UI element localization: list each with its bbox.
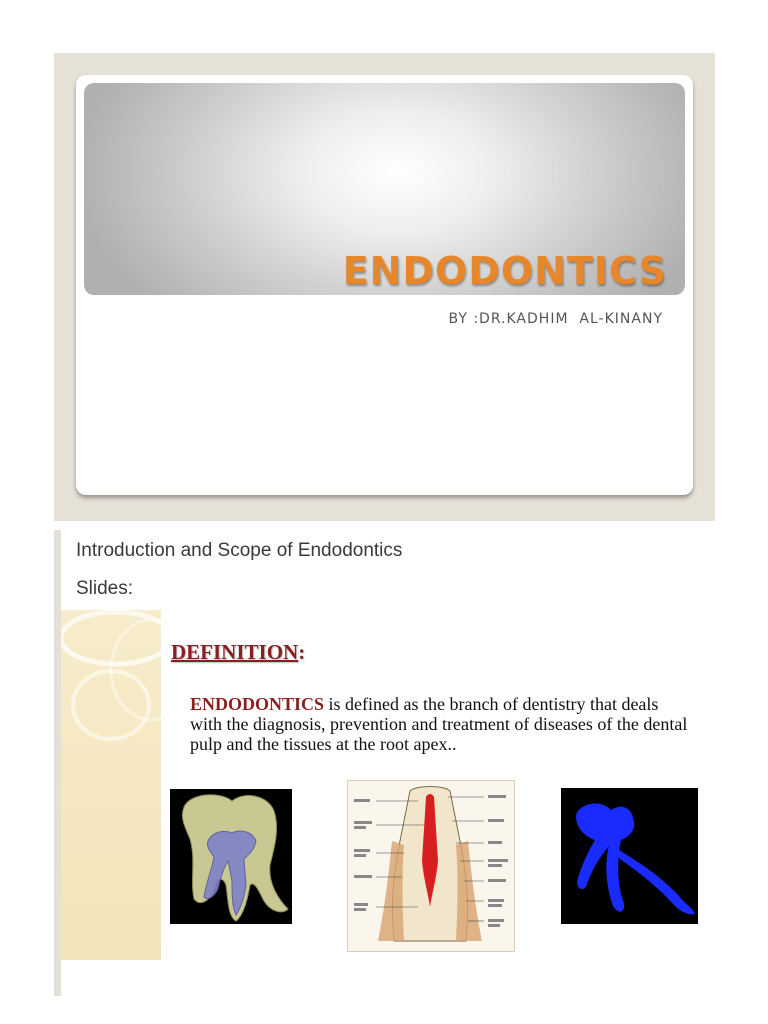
page-left-border [54,530,61,996]
definition-text [190,694,690,754]
tooth-cross-section-diagram [347,780,515,952]
definition-term: ENDODONTICS [190,694,325,714]
slide-decoration [61,610,161,960]
title-slide-card [76,75,693,495]
tooth-3d-image [170,789,292,924]
root-canal-3d-image [561,788,698,924]
definition-heading: DEFINITION: [171,640,306,664]
page-heading: Introduction and Scope of Endodontics [76,540,403,561]
slide-subtitle: BY :DR.KADHIM AL-KINANY [448,311,663,327]
slides-label: Slides: [76,578,134,599]
title-slide [54,53,715,521]
definition-body: is defined as the branch of dentistry that deals with the diagnosis, prevention and treatment of diseases of the dental pulp and the tissues at the root apex.. [190,694,688,754]
slide-title: ENDODONTICS [342,249,667,293]
